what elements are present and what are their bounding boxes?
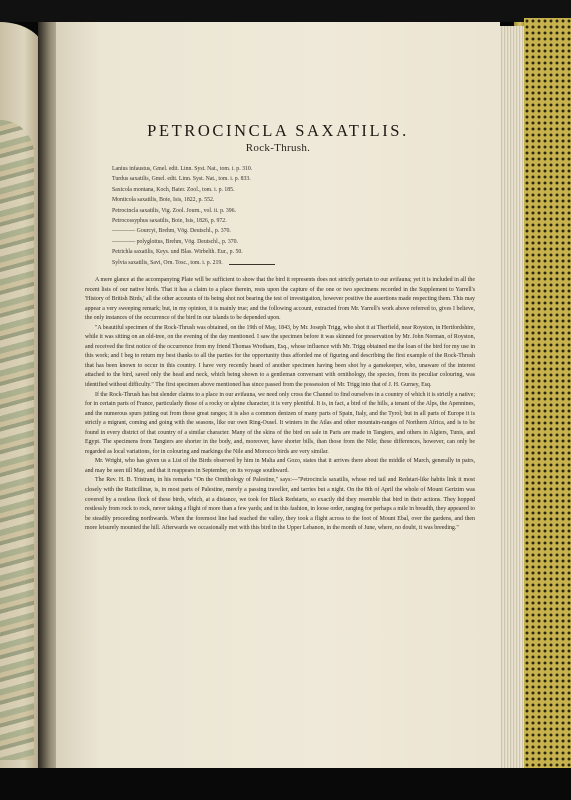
paragraph: Mr. Wright, who has given us a List of the Birds observed by him in Malta and Gozo, states that it arrives there about the middle of March, generally in pairs, and may be seen till May, and that it reappears in September, on its voyage southward. [85,458,475,474]
marbled-cover [524,18,571,778]
background-bottom [0,768,571,800]
page-title: PETROCINCLA SAXATILIS. [147,121,409,140]
paragraph: If the Rock-Thrush has but slender claims to a place in our avifauna, we need only cross the Channel to find ourselves in a country of which it is strictly a native; for in certain parts of France, particularly those of a rocky or alpine character, it is very plentiful. It is, in fact, a bird of the hills, a tenant of the Alps, the Apennines, and the numerous spurs jutting out from those great ranges; it is also a common denizen of many parts of Spain, Italy, and the Tyrol; but in all parts of Europe it is strictly a migrant, coming and going with the seasons, like our own Ring-Ousel. It winters in the Atlas and other mountain-ranges of Northern Africa, and is to be found in every district of that country of a similar character. Many of the skins of the bird on sale in Paris are made in Tangiers, and others in Algiers, Tunis, and Egypt. The specimens from Tangiers are shorter in the body, and, moreover, have shorter bills, than those from the Nile; these differences, however, can only be regarded as local variations, for in colouring and markings the Nile and Morocco birds are very similar. [85,391,475,455]
page-fore-edge [500,26,524,768]
synonymy-list [112,164,412,268]
synonym-entry: ———— polyglottus, Brehm, Vög. Deutschl., p. 370. [112,238,238,245]
body-text [85,276,475,534]
background-top [0,0,571,22]
paragraph: "A beautiful specimen of the Rock-Thrush was obtained, on the 19th of May, 1843, by Mr. Joseph Trigg, who shot it at Therfield, near Royston, in Hertfordshire, while it was sitting on an old-tree, on the evening of the day mentioned. I saw the specimen before it was skinned for preservation by Mr. John Norman, of Royston, and received the first notice of the occurrence from my friend Thomas Wrotham, Esq., whose influence with Mr. Trigg obtained me the loan of the bird for my use in this work; and I beg to return my best thanks to all the parties for the opportunity thus afforded me of figuring and describing the first example of the Rock-Thrush that has been known to occur in this country. I have very recently heard of another specimen having been shot by a gamekeeper, who, unaware of the interest attached to the bird, saved only the head and neck, which being shown to a gentleman conversant with ornithology, the species, from its peculiar colouring, was identified without difficulty." The first specimen above mentioned has since passed from the possession of Mr. Trigg into that of J. H. Gurney, Esq. [85,324,475,389]
synonym-entry: Petrocincla saxatilis, Vig. Zool. Journ., vol. ii. p. 396. [112,207,237,214]
synonym-entry: Saxicola montana, Koch, Baier. Zool., tom. i. p. 185. [112,186,235,193]
synonym-entry: Petrichla saxatilis, Keys. und Blas. Wirbelth. Eur., p. 50. [112,249,243,256]
page-subtitle: Rock-Thrush. [245,142,311,154]
section-divider [229,264,275,265]
facing-plate-illustration [0,120,34,760]
synonym-entry: Lanius infaustus, Gmel. edit. Linn. Syst. Nat., tom. i. p. 310. [112,166,253,172]
synonym-entry: Petrocossyphus saxatilis, Boie, Isis, 1826, p. 972. [112,217,227,224]
synonym-entry: ———— Gourcyi, Brehm, Vög. Deutschl., p. 370. [112,228,231,235]
synonym-entry: Turdus saxatilis, Gmel. edit. Linn. Syst. Nat., tom. i. p. 833. [112,176,251,183]
synonym-entry: Sylvia saxatilis, Savi, Orn. Tosc., tom. i. p. 219. [112,259,223,266]
paragraph: A mere glance at the accompanying Plate will be sufficient to show that the bird it represents does not strictly pertain to our avifauna; yet it is included in all the recent lists of our native birds. That it has a claim to a place therein, rests upon the capture of the one or two specimens recorded in the Supplement to Yarrell's 'History of British Birds,' all the other accounts of its being shot not bearing the test of investigation, however positive the assertions made respecting them. This may appear a very sweeping remark; but, in my opinion, it is mainly true; and the following account, extracted from Mr. Yarrell's work above referred to, gives I believe, the only instances of the occurrence of the bird in our islands to be depended upon. [85,277,475,322]
paragraph: The Rev. H. B. Tristram, in his remarks "On the Ornithology of Palestine," says:—"Petrocincla saxatilis, whose red tail and Redstart-like habits link it most closely with the Ruticillinæ, is, in most parts of Palestine, merely a passing traveller, and tarries but a night. On the 8th of April the whole of Mount Gerizim was covered by a restless flock of these birds, which, at a distance, we took for Black Redstarts, so exactly did they resemble that bird in their actions. They hopped restlessly from rock to rock, never taking a flight of more than a few yards; and in this fashion, in loose order, ranging for perhaps a mile in breadth, they appeared to be steadily proceeding northwards. When the foremost line had reached the valley, they took a flight across to the foot of Mount Ebal, over the gardens, and then more leisurely mounted the hill. Afterwards we occasionally met with this bird in the Upper Lebanon, in the month of June, where, no doubt, it was breeding." [85,477,475,532]
synonym-entry: Monticola saxatilis, Boie, Isis, 1822, p. 552. [112,197,215,204]
